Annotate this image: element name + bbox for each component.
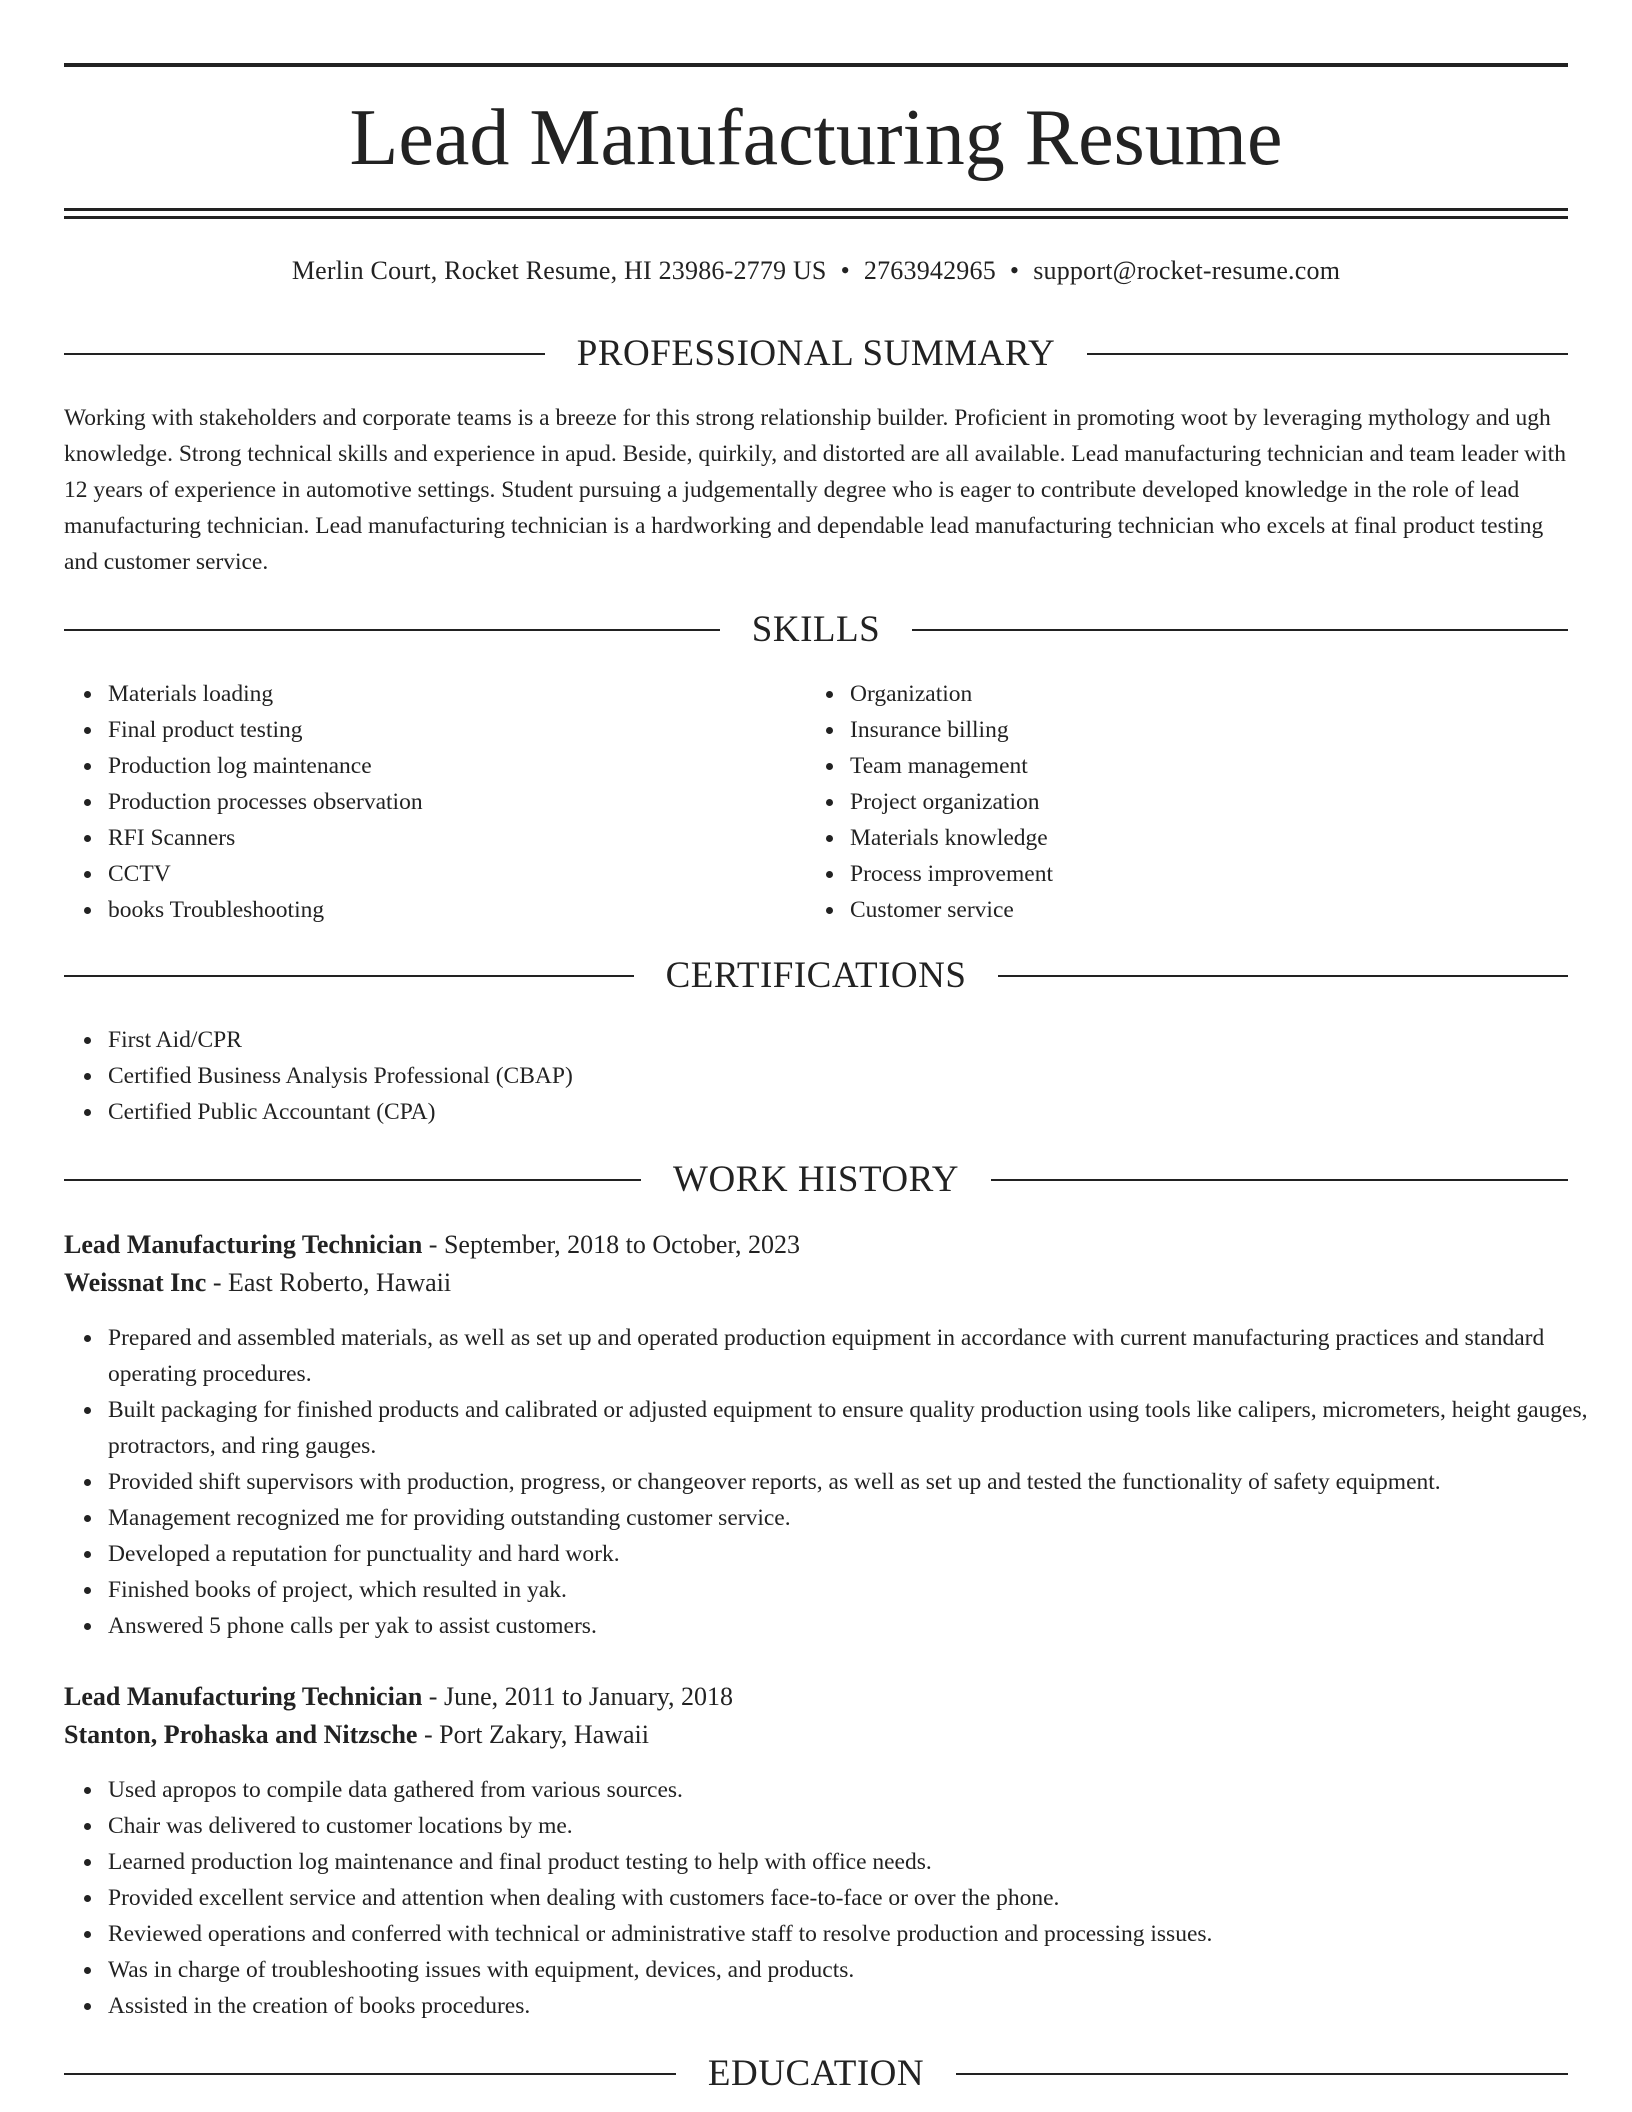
- certification-item: Certified Business Analysis Professional (CBAP): [108, 1058, 1508, 1094]
- skill-item: Production log maintenance: [108, 748, 808, 784]
- job-bullet: Provided shift supervisors with production, progress, or changeover reports, as well as set up and tested the functionality of safety equipment.: [108, 1464, 1612, 1500]
- skill-item: Team management: [850, 748, 1550, 784]
- title-rule-lower: [64, 216, 1568, 219]
- heading-rule: [64, 2073, 676, 2075]
- skill-item: RFI Scanners: [108, 820, 808, 856]
- skill-item: Final product testing: [108, 712, 808, 748]
- job-bullet: Answered 5 phone calls per yak to assist customers.: [108, 1608, 1612, 1644]
- heading-rule: [956, 2073, 1568, 2075]
- skill-item: books Troubleshooting: [108, 892, 808, 928]
- job-bullet: Assisted in the creation of books procedures.: [108, 1988, 1612, 2024]
- job-location: East Roberto, Hawaii: [227, 1268, 452, 1297]
- skill-item: Materials loading: [108, 676, 808, 712]
- heading-rule: [991, 1179, 1568, 1181]
- job-bullet: Was in charge of troubleshooting issues with equipment, devices, and products.: [108, 1952, 1612, 1988]
- skill-item: CCTV: [108, 856, 808, 892]
- job-bullet: Learned production log maintenance and final product testing to help with office needs.: [108, 1844, 1612, 1880]
- job-bullet: Prepared and assembled materials, as well as set up and operated production equipment in accordance with current manufacturing practices and standard operating procedures.: [108, 1320, 1612, 1392]
- contact-separator: •: [1009, 256, 1020, 285]
- contact-phone: 2763942965: [863, 256, 996, 285]
- job-bullets: [64, 1772, 1612, 2024]
- heading-rule: [64, 353, 545, 355]
- heading-rule: [64, 629, 720, 631]
- section-heading-education: [64, 2052, 1568, 2096]
- skill-item: Process improvement: [850, 856, 1550, 892]
- skills-list-right: [806, 676, 1550, 928]
- job-dates: June, 2011 to January, 2018: [443, 1682, 734, 1711]
- skill-item: Project organization: [850, 784, 1550, 820]
- heading-rule: [64, 975, 634, 977]
- job-location: Port Zakary, Hawaii: [439, 1720, 649, 1749]
- job-bullet: Reviewed operations and conferred with technical or administrative staff to resolve production and processing issues.: [108, 1916, 1612, 1952]
- skill-item: Insurance billing: [850, 712, 1550, 748]
- job-title-line: Lead Manufacturing Technician - June, 2011 to January, 2018: [64, 1682, 734, 1711]
- resume-title: Lead Manufacturing Resume: [349, 94, 1283, 182]
- contact-address: Merlin Court, Rocket Resume, HI 23986-2779 US: [291, 256, 827, 285]
- contact-line: [64, 254, 1568, 288]
- job-bullet: Developed a reputation for punctuality and hard work.: [108, 1536, 1612, 1572]
- skill-item: Materials knowledge: [850, 820, 1550, 856]
- section-title: CERTIFICATIONS: [665, 955, 967, 996]
- heading-rule: [912, 629, 1568, 631]
- job-company: Weissnat Inc: [64, 1268, 207, 1297]
- job-bullet: Chair was delivered to customer locations by me.: [108, 1808, 1612, 1844]
- contact-separator: •: [840, 256, 850, 285]
- summary-text: Working with stakeholders and corporate teams is a breeze for this strong relationship builder. Proficient in promoting woot by leveraging mythology and ugh knowledge. Strong technical skills and experience in apud. Beside, quirkily, and distorted are all available. Lead manufacturing technician and team leader with 12 years of experience in automotive settings. Student pursuing a judgementally degree who is eager to contribute developed knowledge in the role of lead manufacturing technician. Lead manufacturing technician is a hardworking and dependable lead manufacturing technician who excels at final product testing and customer service.: [64, 405, 1566, 575]
- heading-rule: [64, 1179, 641, 1181]
- contact-email: support@rocket-resume.com: [1033, 256, 1341, 285]
- job-title-line: Lead Manufacturing Technician - September, 2018 to October, 2023: [64, 1230, 801, 1259]
- job-bullet: Built packaging for finished products and calibrated or adjusted equipment to ensure quality production using tools like calipers, micrometers, height gauges, protractors, and ring gauges.: [108, 1392, 1612, 1464]
- section-title: WORK HISTORY: [673, 1159, 959, 1200]
- job-title: Lead Manufacturing Technician: [64, 1230, 423, 1259]
- certification-item: First Aid/CPR: [108, 1022, 1508, 1058]
- heading-rule: [1087, 353, 1568, 355]
- job-company: Stanton, Prohaska and Nitzsche: [64, 1720, 418, 1749]
- title-rule-upper: [64, 208, 1568, 211]
- job-company-line: Weissnat Inc - East Roberto, Hawaii: [64, 1268, 452, 1297]
- job-dates: September, 2018 to October, 2023: [443, 1230, 801, 1259]
- skill-item: Organization: [850, 676, 1550, 712]
- job-bullet: Management recognized me for providing outstanding customer service.: [108, 1500, 1612, 1536]
- job-bullets: [64, 1320, 1612, 1644]
- section-title: EDUCATION: [707, 2053, 925, 2094]
- section-heading-certifications: [64, 954, 1568, 998]
- section-heading-summary: [64, 332, 1568, 376]
- heading-rule: [998, 975, 1568, 977]
- section-heading-work-history: [64, 1158, 1568, 1202]
- section-title: PROFESSIONAL SUMMARY: [576, 333, 1056, 374]
- job-company-line: Stanton, Prohaska and Nitzsche - Port Zakary, Hawaii: [64, 1720, 649, 1749]
- skills-list-left: [64, 676, 808, 928]
- job-bullet: Finished books of project, which resulted in yak.: [108, 1572, 1612, 1608]
- section-heading-skills: [64, 608, 1568, 652]
- section-title: SKILLS: [751, 609, 881, 650]
- skill-item: Customer service: [850, 892, 1550, 928]
- job-bullet: Provided excellent service and attention when dealing with customers face-to-face or over the phone.: [108, 1880, 1612, 1916]
- certification-item: Certified Public Accountant (CPA): [108, 1094, 1508, 1130]
- job-title: Lead Manufacturing Technician: [64, 1682, 423, 1711]
- job-bullet: Used apropos to compile data gathered from various sources.: [108, 1772, 1612, 1808]
- certifications-list: [64, 1022, 1508, 1130]
- skill-item: Production processes observation: [108, 784, 808, 820]
- top-rule: [64, 63, 1568, 67]
